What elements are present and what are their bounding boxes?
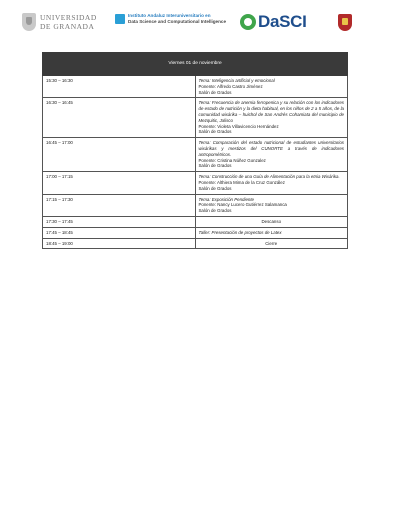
dasci-bubble-icon — [240, 14, 256, 30]
institute-name-line1: Instituto Andaluz Interuniversitario en — [128, 13, 211, 18]
table-row — [43, 98, 348, 138]
schedule-table — [42, 52, 348, 249]
session-speaker: Ponente: Althiera Mima de la Cruz González — [198, 179, 285, 185]
session-speaker: Ponente: Cristina Núñez Gonzalez — [198, 157, 266, 163]
ugr-name-line1: UNIVERSIDAD — [40, 12, 97, 22]
session-details — [195, 76, 348, 98]
workshop-time: 17:45 – 18:45 — [43, 227, 196, 238]
table-row — [43, 172, 348, 194]
ugr-shield-icon — [22, 13, 36, 31]
university-crest-icon — [338, 14, 352, 31]
session-details — [195, 194, 348, 216]
session-time: 15:30 – 16:30 — [43, 76, 196, 98]
session-room: Salón de Grados — [198, 208, 232, 214]
break-time: 17:30 – 17:45 — [43, 216, 196, 227]
table-row — [43, 138, 348, 172]
session-title: Tema: Comparación del estado nutricional de estudiantes universitarios wixárikas y mestizos del CUNORTE a través de indicadores antropométricos. — [198, 140, 344, 157]
session-details — [195, 172, 348, 194]
session-time: 16:45 – 17:00 — [43, 138, 196, 172]
schedule-day-header: Viernes 01 de noviembre — [43, 53, 348, 76]
dasci-institute-logo — [115, 13, 226, 25]
close-label: Cierre — [195, 238, 348, 249]
close-time: 18:45 – 19:00 — [43, 238, 196, 249]
session-title: Tema: Frecuencia de anemia ferropenica y su relación con los indicadores de estado de nutrición y la dieta habitual, en los niños de 2 a 5 años, de la comunidad wixárika – huichol de San Andrés Cohamiata del municipio de Mezquitic, Jalisco — [198, 100, 344, 123]
table-row — [43, 194, 348, 216]
session-title: Tema: Inteligencia artificial y emocional — [198, 78, 275, 83]
session-room: Salón de Grados — [198, 129, 232, 135]
institute-mark-icon — [115, 14, 125, 24]
ugr-name-line2: DE GRANADA — [40, 22, 95, 31]
table-row — [43, 227, 348, 238]
table-row — [43, 76, 348, 98]
session-room: Salón de Grados — [198, 89, 232, 95]
session-time: 17:00 – 17:15 — [43, 172, 196, 194]
session-speaker: Ponente: Violeta Villavicencio Hernández — [198, 123, 279, 129]
session-details — [195, 138, 348, 172]
dasci-wordmark: DaSCI — [258, 12, 307, 31]
session-time: 17:15 – 17:30 — [43, 194, 196, 216]
dasci-logo — [240, 12, 307, 32]
session-speaker: Ponente: Nancy Lucero Gutiérrez Salamanca — [198, 202, 287, 208]
page-header — [0, 0, 400, 44]
institute-name-line2: Data Science and Computational Intelligence — [128, 19, 227, 25]
session-room: Salón de Grados — [198, 185, 232, 191]
session-room: Salón de Grados — [198, 163, 232, 169]
table-row — [43, 238, 348, 249]
session-time: 16:30 – 16:45 — [43, 98, 196, 138]
session-speaker: Ponente: Alfredo Castro Jiménez — [198, 83, 263, 89]
session-title: Tema: Construcción de una Guía de Alimentación para la etnia Wixárika. — [198, 174, 340, 180]
ugr-logo — [22, 13, 97, 31]
table-row — [43, 216, 348, 227]
session-details — [195, 98, 348, 138]
break-label: Descanso — [195, 216, 348, 227]
session-title: Tema: Exposición Pendiente — [198, 196, 254, 202]
workshop-label: Taller: Presentación de proyectos de Latex — [195, 227, 348, 238]
